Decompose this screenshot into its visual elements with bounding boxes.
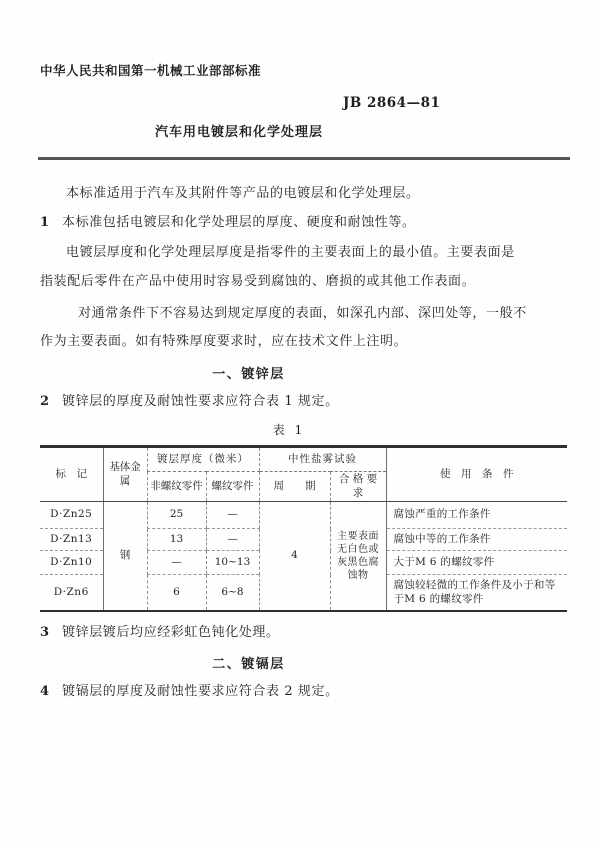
paragraph-3-line-1: 对通常条件下不容易达到规定厚度的表面，如深孔内部、深凹处等，一般不	[78, 306, 527, 321]
column-header-mark: 标 记	[40, 447, 103, 502]
paragraph-2-line-1: 电镀层厚度和化学处理层厚度是指零件的主要表面上的最小值。主要表面是	[66, 245, 515, 260]
cell-threaded: —	[206, 502, 259, 529]
cell-usage: 腐蚀较轻微的工作条件及小于和等于M 6 的螺纹零件	[386, 575, 567, 611]
column-header-usage: 使 用 条 件	[386, 447, 567, 502]
cell-usage: 大于M 6 的螺纹零件	[386, 551, 567, 575]
cell-usage: 腐蚀中等的工作条件	[386, 529, 567, 551]
standard-number: JB 2864—81	[343, 95, 441, 111]
document-title: 汽车用电镀层和化学处理层	[154, 125, 323, 140]
clause-2-text: 镀锌层的厚度及耐蚀性要求应符合表 1 规定。	[62, 394, 339, 409]
clause-2	[40, 394, 339, 410]
clause-4-number: 4	[40, 684, 50, 699]
clause-3-number: 3	[40, 625, 50, 640]
cell-usage: 腐蚀严重的工作条件	[386, 502, 567, 529]
column-header-non-threaded: 非螺纹零件	[147, 472, 206, 502]
clause-3	[40, 625, 280, 641]
authority-line: 中华人民共和国第一机械工业部部标准	[40, 63, 262, 78]
cell-non-threaded: 6	[147, 575, 206, 611]
column-header-threaded: 螺纹零件	[206, 472, 259, 502]
clause-4	[40, 684, 339, 700]
cell-threaded: 6~8	[206, 575, 259, 611]
cell-non-threaded: 25	[147, 502, 206, 529]
cell-mark: D·Zn6	[53, 585, 89, 598]
column-group-salt-spray: 中性盐雾试验	[259, 447, 386, 472]
clause-4-text: 镀镉层的厚度及耐蚀性要求应符合表 2 规定。	[62, 684, 339, 699]
section-heading-zinc: 一、镀锌层	[212, 367, 285, 382]
cell-non-threaded: —	[147, 551, 206, 575]
clause-3-text: 镀锌层镀后均应经彩虹色钝化处理。	[62, 625, 280, 640]
header-rule	[38, 157, 570, 160]
table-1-caption: 表 1	[272, 423, 306, 437]
column-header-requirement: 合 格 要 求	[330, 472, 386, 502]
table-row	[40, 502, 567, 529]
cell-mark: D·Zn25	[40, 502, 103, 529]
column-header-base-metal: 基体金属	[103, 447, 147, 502]
cell-period: 4	[259, 502, 330, 611]
cell-threaded: 10~13	[206, 551, 259, 575]
cell-mark: D·Zn10	[40, 551, 103, 575]
clause-2-number: 2	[40, 394, 50, 409]
cell-mark: D·Zn13	[40, 529, 103, 551]
paragraph-scope: 本标准适用于汽车及其附件等产品的电镀层和化学处理层。	[66, 186, 420, 201]
paragraph-2-line-2: 指装配后零件在产品中使用时容易受到腐蚀的、磨损的或其他工作表面。	[40, 274, 476, 289]
column-header-period: 周 期	[259, 472, 330, 502]
paragraph-3-line-2: 作为主要表面。如有特殊厚度要求时，应在技术文件上注明。	[40, 334, 408, 349]
cell-base-metal: 钢	[103, 502, 147, 611]
cell-non-threaded: 13	[147, 529, 206, 551]
table-1	[40, 445, 567, 612]
section-heading-cadmium: 二、镀镉层	[212, 657, 285, 672]
clause-1	[40, 215, 416, 231]
clause-1-number: 1	[40, 215, 50, 230]
cell-threaded: —	[206, 529, 259, 551]
cell-requirement: 主要表面无白色或灰黑色腐蚀物	[330, 502, 386, 611]
column-group-thickness: 镀层厚度（微米）	[147, 447, 259, 472]
clause-1-text: 本标准包括电镀层和化学处理层的厚度、硬度和耐蚀性等。	[62, 215, 416, 230]
